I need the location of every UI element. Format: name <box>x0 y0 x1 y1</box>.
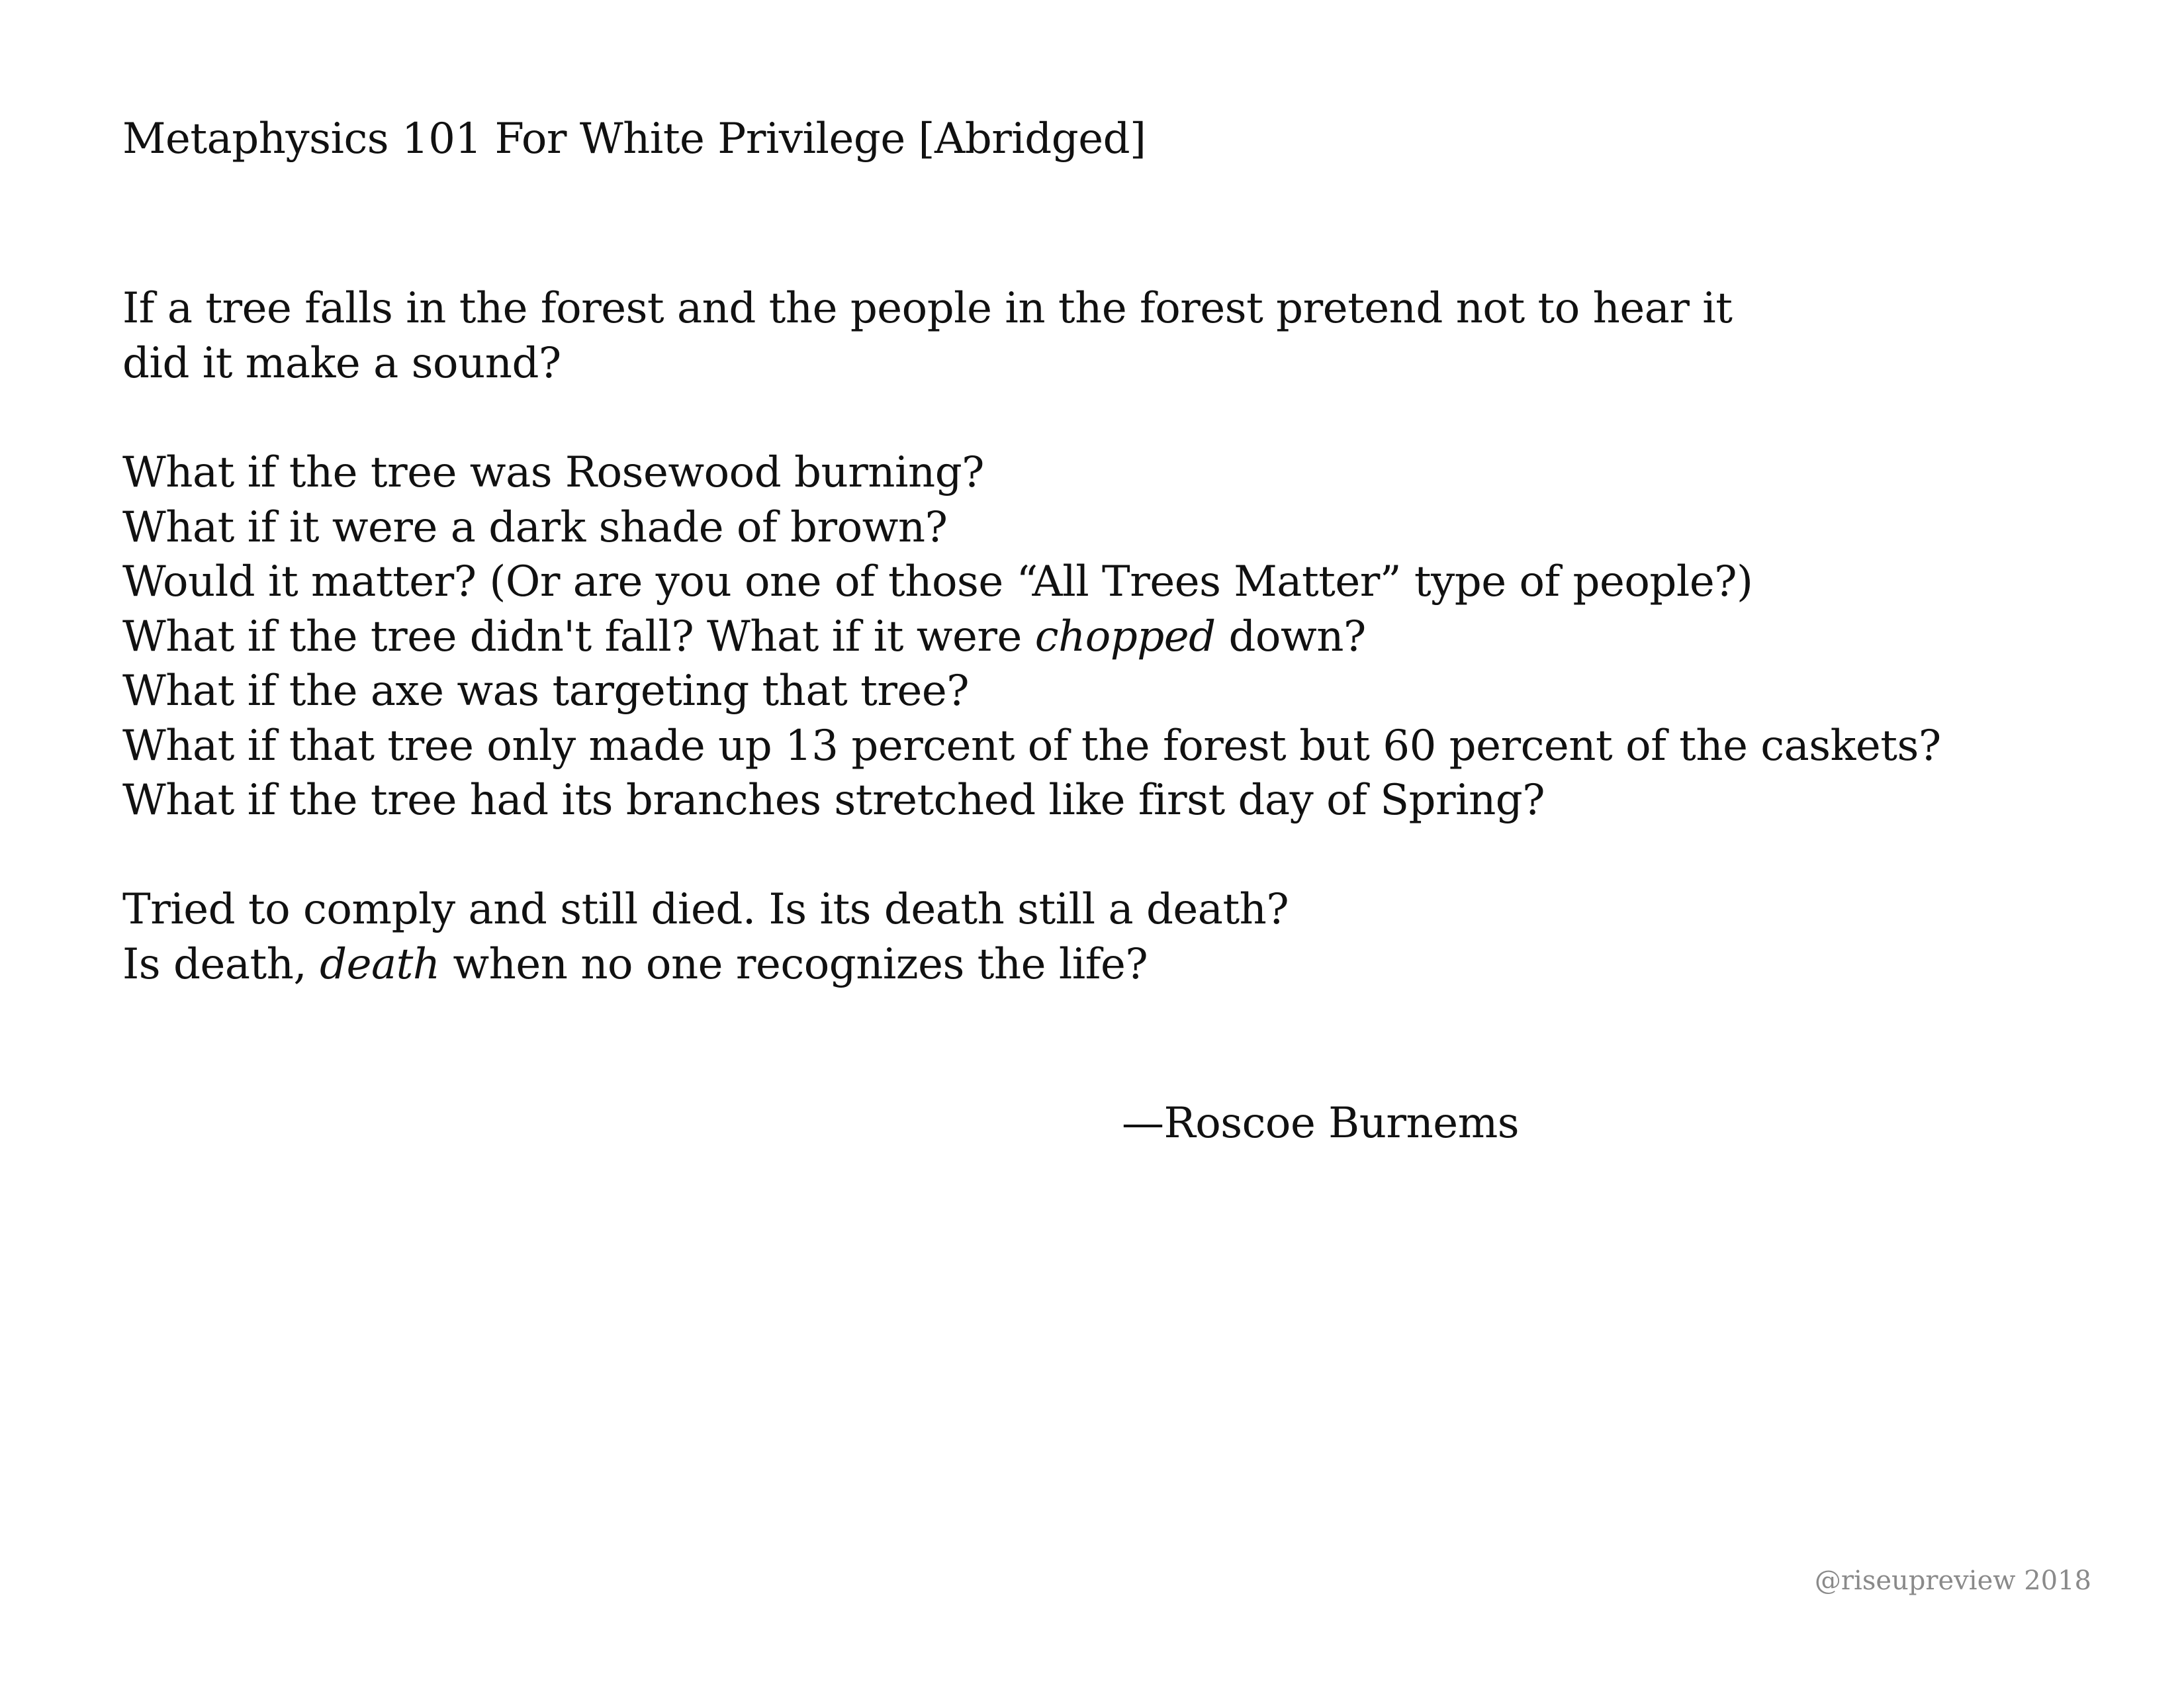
poem-line: If a tree falls in the forest and the people in the forest pretend not to hear it <box>122 284 1733 333</box>
emphasized-word: chopped <box>1034 612 1216 661</box>
poem-line-text: Is death, <box>122 939 320 989</box>
poem-line-text: down? <box>1215 612 1366 661</box>
poem-line <box>122 937 1289 992</box>
stanza-2 <box>122 445 1941 828</box>
poem-line <box>122 610 1941 665</box>
poem-line: Would it matter? (Or are you one of those “All Trees Matter” type of people?) <box>122 557 1753 606</box>
poem-line: What if the axe was targeting that tree? <box>122 667 970 716</box>
poem-line-text: What if the tree didn't fall? What if it were <box>122 612 1035 661</box>
poem-line: did it make a sound? <box>122 338 561 388</box>
poem-line: What if the tree was Rosewood burning? <box>122 448 984 497</box>
poem-line: What if it were a dark shade of brown? <box>122 502 948 552</box>
poem-line-text: when no one recognizes the life? <box>439 939 1148 989</box>
emphasized-word: death <box>320 939 440 989</box>
poem-line: Tried to comply and still died. Is its death still a death? <box>122 885 1289 934</box>
stanza-1 <box>122 281 1732 391</box>
author-signature: —Roscoe Burnems <box>1122 1099 1520 1148</box>
stanza-3 <box>122 882 1289 992</box>
poem-line: What if the tree had its branches stretched like first day of Spring? <box>122 776 1545 825</box>
poem-title: Metaphysics 101 For White Privilege [Abridged] <box>122 115 1146 164</box>
poem-line: What if that tree only made up 13 percent of the forest but 60 percent of the caskets? <box>122 721 1941 771</box>
watermark-credit: @riseupreview 2018 <box>1814 1566 2091 1596</box>
